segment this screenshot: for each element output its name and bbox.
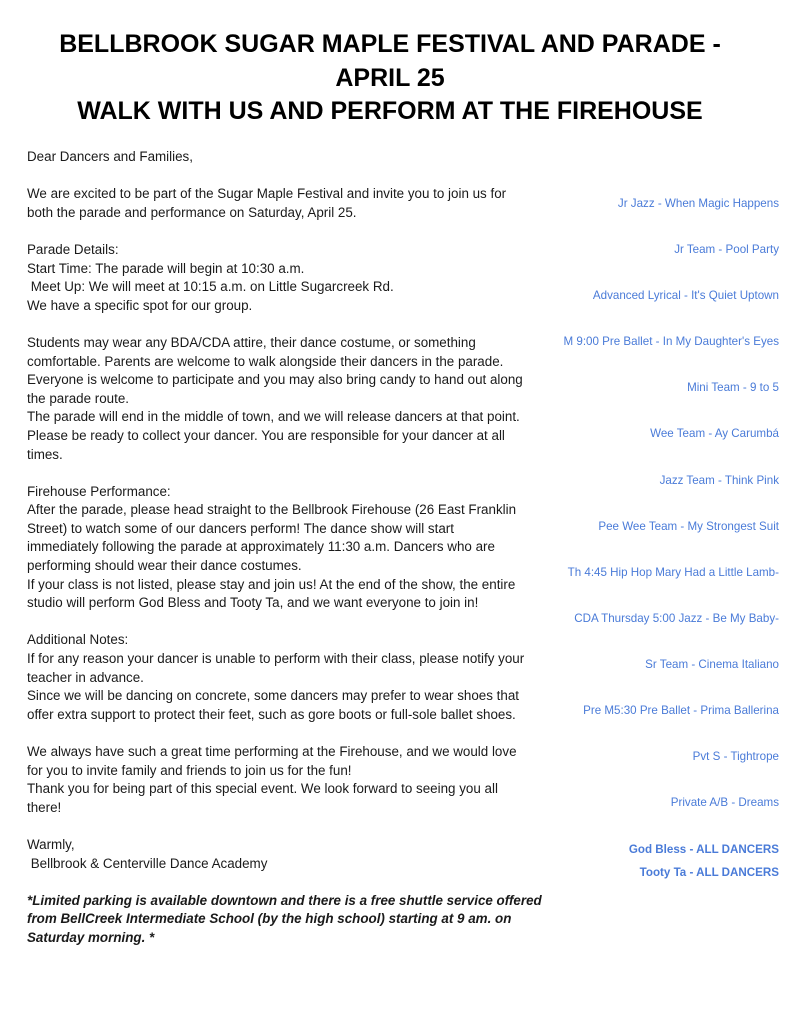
attire-line: The parade will end in the middle of town, and we will release dancers at that point. xyxy=(27,409,520,425)
title-line-1: BELLBROOK SUGAR MAPLE FESTIVAL AND PARADE - xyxy=(59,30,721,58)
attire-line: the parade route. xyxy=(27,390,129,406)
firehouse-line: After the parade, please head straight to the Bellbrook Firehouse (26 East Franklin xyxy=(27,502,517,518)
schedule-item: Pre M5:30 Pre Ballet - Prima Ballerina xyxy=(583,704,779,717)
notes-line: teacher in advance. xyxy=(27,669,144,685)
notes-line: Since we will be dancing on concrete, some dancers may prefer to wear shoes that xyxy=(27,688,519,704)
attire-line: comfortable. Parents are welcome to walk alongside their dancers in the parade. xyxy=(27,353,504,369)
parade-line: Start Time: The parade will begin at 10:30 a.m. xyxy=(27,260,305,276)
firehouse-line: Street) to watch some of our dancers perform! The dance show will start xyxy=(27,520,454,536)
schedule-item: CDA Thursday 5:00 Jazz - Be My Baby- xyxy=(574,612,779,625)
page-title xyxy=(20,28,760,129)
schedule-item: Pvt S - Tightrope xyxy=(692,750,779,763)
parking-note-line: *Limited parking is available downtown and there is a free shuttle service offered xyxy=(27,892,542,908)
firehouse-heading: Firehouse Performance: xyxy=(27,483,171,499)
schedule-item: Jazz Team - Think Pink xyxy=(659,474,779,487)
finale-item: God Bless - ALL DANCERS xyxy=(628,843,779,856)
parade-heading: Parade Details: xyxy=(27,241,119,257)
attire-line: Students may wear any BDA/CDA attire, their dance costume, or something xyxy=(27,334,476,350)
title-line-3: WALK WITH US AND PERFORM AT THE FIREHOUSE xyxy=(77,97,703,125)
signoff: Warmly, xyxy=(27,836,75,852)
parking-note-line: Saturday morning. * xyxy=(27,929,155,945)
schedule-item: Advanced Lyrical - It's Quiet Uptown xyxy=(592,289,779,302)
schedule-item: Jr Team - Pool Party xyxy=(674,243,779,256)
schedule-item: Private A/B - Dreams xyxy=(670,796,779,809)
schedule-item: Mini Team - 9 to 5 xyxy=(687,381,779,394)
closing-line: for you to invite family and friends to join us for the fun! xyxy=(27,762,352,778)
firehouse-line: studio will perform God Bless and Tooty Ta, and we want everyone to join in! xyxy=(27,595,479,611)
schedule-item: Th 4:45 Hip Hop Mary Had a Little Lamb- xyxy=(567,566,779,579)
notes-line: If for any reason your dancer is unable to perform with their class, please notify your xyxy=(27,651,525,667)
parade-line: Meet Up: We will meet at 10:15 a.m. on Little Sugarcreek Rd. xyxy=(27,279,394,295)
notes-line: offer extra support to protect their feet, such as gore boots or full-sole ballet shoes. xyxy=(27,706,516,722)
closing-line: Thank you for being part of this special event. We look forward to seeing you all xyxy=(27,781,498,797)
signature: Bellbrook & Centerville Dance Academy xyxy=(27,855,268,871)
attire-line: times. xyxy=(27,446,63,462)
attire-line: Please be ready to collect your dancer. You are responsible for your dancer at all xyxy=(27,427,505,443)
attire-line: Everyone is welcome to participate and you may also bring candy to hand out along xyxy=(27,372,523,388)
closing-line: there! xyxy=(27,799,62,815)
schedule-item: Wee Team - Ay Carumbá xyxy=(650,427,779,440)
schedule-item: M 9:00 Pre Ballet - In My Daughter's Eyes xyxy=(563,335,779,348)
schedule-item: Sr Team - Cinema Italiano xyxy=(645,658,779,671)
schedule-item: Pee Wee Team - My Strongest Suit xyxy=(598,520,779,533)
intro-line: both the parade and performance on Saturday, April 25. xyxy=(27,204,357,220)
firehouse-line: immediately following the parade at approximately 11:30 a.m. Dancers who are xyxy=(27,539,495,555)
firehouse-line: If your class is not listed, please stay and join us! At the end of the show, the entire xyxy=(27,576,516,592)
parade-line: We have a specific spot for our group. xyxy=(27,297,253,313)
parking-note-line: from BellCreek Intermediate School (by the high school) starting at 9 am. on xyxy=(27,911,512,927)
intro-line: We are excited to be part of the Sugar Maple Festival and invite you to join us for xyxy=(27,186,507,202)
schedule-item: Jr Jazz - When Magic Happens xyxy=(617,197,779,210)
firehouse-line: performing should wear their dance costumes. xyxy=(27,558,302,574)
notes-heading: Additional Notes: xyxy=(27,632,129,648)
title-line-2: APRIL 25 xyxy=(335,63,445,92)
letter-body xyxy=(27,148,562,948)
greeting: Dear Dancers and Families, xyxy=(27,149,193,164)
closing-line: We always have such a great time performing at the Firehouse, and we would love xyxy=(27,744,517,759)
finale-item: Tooty Ta - ALL DANCERS xyxy=(639,866,779,879)
